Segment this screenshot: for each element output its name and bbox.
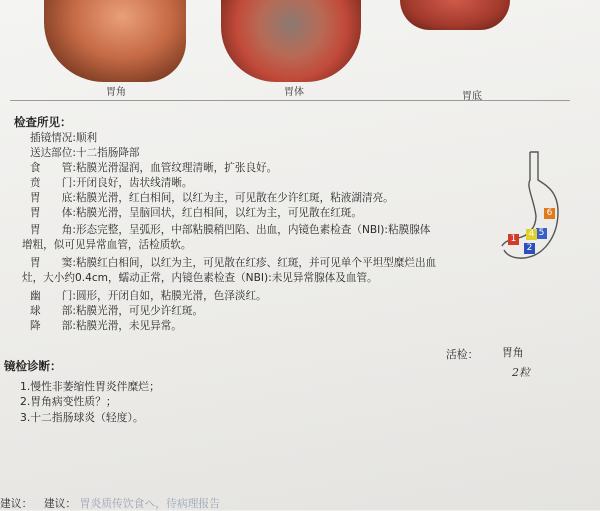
site-marker: 2 bbox=[524, 243, 535, 254]
diagnosis-item: 2.胃角病变性质？； bbox=[20, 395, 117, 408]
finding-row: 胃 窦:粘膜红白相间，以红为主，可见散在红疹、红斑，并可见单个平坦型糜烂出血 bbox=[30, 257, 437, 269]
suggestion-line bbox=[0, 496, 220, 511]
finding-row: 送达部位:十二指肠降部 bbox=[30, 147, 140, 159]
diagnosis-item: 1.慢性非萎缩性胃炎伴糜烂； bbox=[20, 380, 160, 393]
finding-row: 贲 门:开闭良好，齿状线清晰。 bbox=[30, 177, 193, 189]
divider bbox=[10, 100, 570, 101]
photo-caption-fundus: 胃底 bbox=[462, 91, 482, 102]
finding-row: 胃 角:形态完整，呈弧形，中部粘膜稍凹陷、出血，内镜色素检查（NBI):粘膜腺体 bbox=[30, 224, 431, 236]
biopsy-handwriting: 2粒 bbox=[512, 366, 530, 379]
stomach-diagram bbox=[500, 150, 570, 270]
photo-caption-body: 胃体 bbox=[284, 87, 304, 98]
finding-row: 幽 门:圆形，开闭自如，粘膜光滑，色泽淡红。 bbox=[30, 290, 267, 302]
finding-row: 食 管:粘膜光滑湿润，血管纹理清晰，扩张良好。 bbox=[30, 162, 278, 174]
suggestion-text: 建议： bbox=[43, 497, 77, 510]
endoscopy-photo-angle bbox=[44, 0, 186, 82]
finding-row: 胃 底:粘膜光滑，红白相间，以红为主，可见散在少许红斑，粘液湖清亮。 bbox=[30, 192, 394, 204]
site-marker: 1 bbox=[508, 234, 519, 245]
stomach-outline-icon bbox=[500, 150, 570, 270]
finding-row-continued: 增粗，似可见异常血管，活检质软。 bbox=[22, 239, 192, 251]
biopsy-label: 活检： bbox=[446, 348, 479, 361]
biopsy-site: 胃角 bbox=[502, 346, 524, 359]
diagnosis-item: 3.十二指肠球炎（轻度）。 bbox=[20, 411, 144, 424]
endoscopy-photo-fundus bbox=[400, 0, 510, 30]
diagnosis-title: 镜检诊断： bbox=[4, 359, 62, 373]
endoscopy-photo-body bbox=[221, 0, 361, 82]
finding-row: 胃 体:粘膜光滑，呈脑回状，红白相间，以红为主，可见散在红斑。 bbox=[30, 207, 362, 219]
suggestion-label: 建议： bbox=[0, 497, 33, 510]
site-marker: 4 bbox=[526, 229, 537, 240]
suggestion-faded-text: 胃炎质传饮食ヘ，待病理报告 bbox=[79, 497, 221, 510]
findings-title: 检查所见： bbox=[14, 115, 72, 129]
photo-caption-angle: 胃角 bbox=[106, 87, 126, 98]
finding-row: 插镜情况:顺利 bbox=[30, 132, 98, 144]
finding-row: 降 部:粘膜光滑，未见异常。 bbox=[30, 320, 182, 332]
site-marker: 5 bbox=[536, 228, 547, 239]
finding-row-continued: 灶，大小约0.4cm，蠕动正常，内镜色素检查（NBI):未见异常腺体及血管。 bbox=[22, 272, 378, 284]
finding-row: 球 部:粘膜光滑，可见少许红斑。 bbox=[30, 305, 204, 317]
site-marker: 6 bbox=[544, 208, 555, 219]
